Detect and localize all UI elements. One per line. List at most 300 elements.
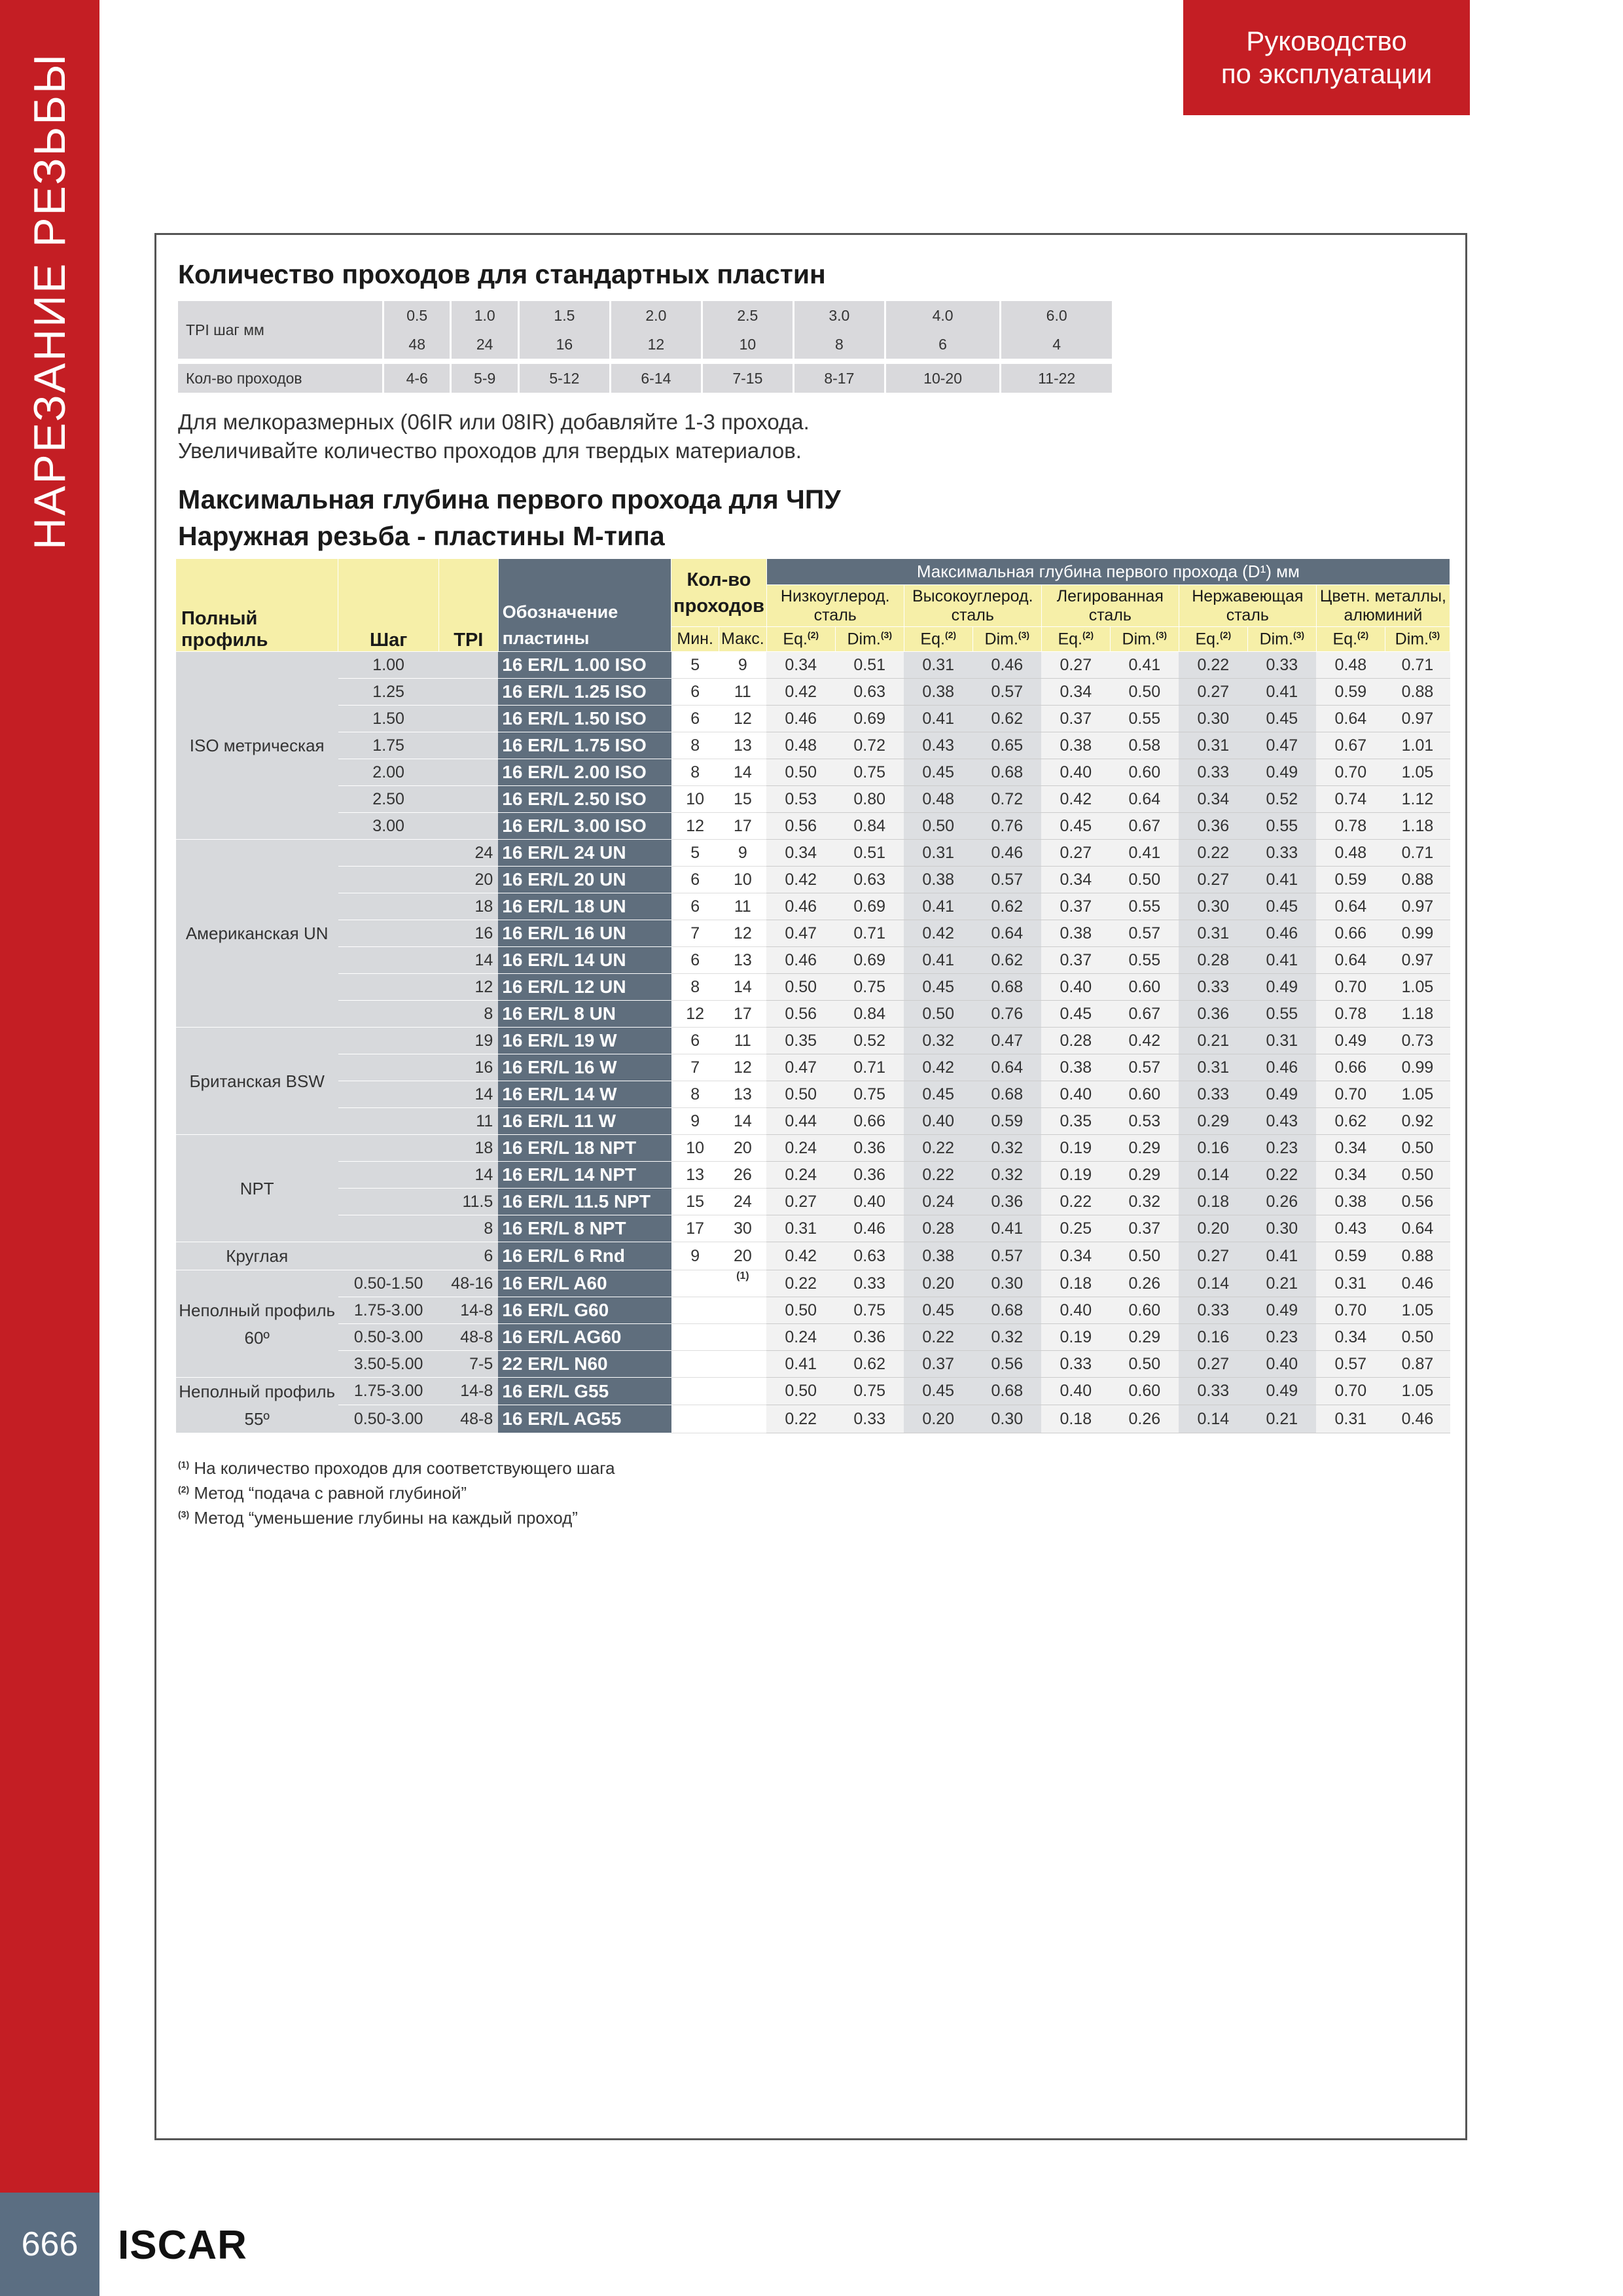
dim-value-cell: 0.60 xyxy=(1110,759,1179,786)
dim-value-cell: 0.68 xyxy=(972,974,1041,1001)
min-passes-cell: 9 xyxy=(671,1242,719,1270)
pitch-cell xyxy=(338,893,438,920)
dim-value-cell: 0.46 xyxy=(972,840,1041,867)
eq-value-cell: 0.50 xyxy=(904,1001,972,1028)
pitch-cell: 1.25 xyxy=(338,679,438,706)
eq-value-cell: 0.27 xyxy=(1041,652,1110,679)
section1-title: Количество проходов для стандартных пластин xyxy=(178,259,826,289)
dim-value-cell: 0.50 xyxy=(1110,1242,1179,1270)
eq-value-cell: 0.38 xyxy=(1041,1054,1110,1081)
table-row xyxy=(176,1001,1450,1028)
min-passes-cell xyxy=(671,1378,719,1405)
sidebar xyxy=(0,0,99,2193)
table-row xyxy=(176,1351,1450,1378)
tpi-cell: 16 xyxy=(438,920,498,947)
pitch-cell xyxy=(338,1215,438,1242)
eq-value-cell: 0.30 xyxy=(1179,893,1247,920)
eq-value-cell: 0.44 xyxy=(766,1108,835,1135)
eq-value-cell: 0.74 xyxy=(1316,786,1385,813)
eq-value-cell: 0.45 xyxy=(904,1297,972,1324)
tpi-cell: 14 xyxy=(438,1162,498,1189)
dim-value-cell: 0.53 xyxy=(1110,1108,1179,1135)
designation-cell: 16 ER/L A60 xyxy=(498,1270,671,1297)
eq-value-cell: 0.27 xyxy=(766,1189,835,1215)
eq-value-cell: 0.21 xyxy=(1179,1028,1247,1054)
eq-value-cell: 0.14 xyxy=(1179,1162,1247,1189)
manual-line2: по эксплуатации xyxy=(1221,58,1433,89)
eq-value-cell: 0.34 xyxy=(1041,1242,1110,1270)
eq-label: Eq. xyxy=(920,630,945,649)
eq-value-cell: 0.40 xyxy=(1041,1081,1110,1108)
eq-value-cell: 0.40 xyxy=(1041,1378,1110,1405)
dim-value-cell: 0.69 xyxy=(835,947,904,974)
min-passes-cell xyxy=(671,1405,719,1433)
tpi-cell: 14-8 xyxy=(438,1297,498,1324)
eq-value-cell: 0.66 xyxy=(1316,1054,1385,1081)
eq-value-cell: 0.45 xyxy=(904,1378,972,1405)
dim-value-cell: 0.88 xyxy=(1385,679,1450,706)
dim-value-cell: 1.05 xyxy=(1385,1378,1450,1405)
designation-cell: 16 ER/L AG55 xyxy=(498,1405,671,1433)
dim-value-cell: 0.49 xyxy=(1247,1378,1316,1405)
table-row xyxy=(176,786,1450,813)
dim-value-cell: 0.29 xyxy=(1110,1324,1179,1351)
tpi-cell: 11 xyxy=(438,1108,498,1135)
eq-value-cell: 0.34 xyxy=(1316,1135,1385,1162)
dim-value-cell: 0.76 xyxy=(972,1001,1041,1028)
eq-value-cell: 0.31 xyxy=(1316,1270,1385,1297)
eq-value-cell: 0.42 xyxy=(766,679,835,706)
eq-value-cell: 0.41 xyxy=(904,706,972,732)
eq-value-cell: 0.45 xyxy=(1041,1001,1110,1028)
pitch-cell: 1.00 xyxy=(338,652,438,679)
designation-cell: 16 ER/L 1.75 ISO xyxy=(498,732,671,759)
eq-value-cell: 0.59 xyxy=(1316,1242,1385,1270)
footnote-ref: (3) xyxy=(880,629,892,640)
dim-value-cell: 0.64 xyxy=(972,920,1041,947)
passes-cell: 5-9 xyxy=(451,364,518,393)
pitch-cell: 2.5 xyxy=(702,301,793,330)
tpi-cell xyxy=(438,813,498,840)
eq-value-cell: 0.22 xyxy=(1041,1189,1110,1215)
dim-value-cell: 0.75 xyxy=(835,759,904,786)
eq-value-cell: 0.14 xyxy=(1179,1405,1247,1433)
min-passes-cell: 10 xyxy=(671,1135,719,1162)
tpi-cell: 7-5 xyxy=(438,1351,498,1378)
table-row xyxy=(176,974,1450,1001)
passes-cell: 11-22 xyxy=(1001,364,1113,393)
table-row xyxy=(176,1215,1450,1242)
min-passes-cell xyxy=(671,1351,719,1378)
dim-value-cell: 0.49 xyxy=(1247,759,1316,786)
eq-value-cell: 0.64 xyxy=(1316,893,1385,920)
dim-value-cell: 0.46 xyxy=(1247,920,1316,947)
pitch-cell xyxy=(338,1135,438,1162)
max-passes-cell: 14 xyxy=(719,1108,767,1135)
eq-value-cell: 0.59 xyxy=(1316,679,1385,706)
pitch-cell xyxy=(338,1108,438,1135)
tpi-cell xyxy=(438,706,498,732)
tpi-cell: 11.5 xyxy=(438,1189,498,1215)
eq-value-cell: 0.45 xyxy=(904,759,972,786)
dim-value-cell: 0.55 xyxy=(1110,893,1179,920)
dim-value-cell: 0.80 xyxy=(835,786,904,813)
dim-value-cell: 0.29 xyxy=(1110,1162,1179,1189)
h-designation xyxy=(498,559,671,652)
passes-cell: 6-14 xyxy=(610,364,702,393)
dim-value-cell: 0.84 xyxy=(835,813,904,840)
dim-value-cell: 0.23 xyxy=(1247,1135,1316,1162)
eq-value-cell: 0.24 xyxy=(904,1189,972,1215)
eq-value-cell: 0.31 xyxy=(1179,732,1247,759)
eq-value-cell: 0.34 xyxy=(766,652,835,679)
tpi-cell: 10 xyxy=(702,330,793,359)
pitch-cell xyxy=(338,840,438,867)
eq-value-cell: 0.45 xyxy=(1041,813,1110,840)
dim-value-cell: 1.01 xyxy=(1385,732,1450,759)
mat-line: Нержавеющая xyxy=(1192,586,1304,605)
max-passes-cell: 26 xyxy=(719,1162,767,1189)
profile-group: Неполный профиль 55º xyxy=(176,1378,338,1433)
footnote-ref: (3) xyxy=(1018,629,1030,640)
h-dim xyxy=(1247,627,1316,652)
eq-value-cell: 0.50 xyxy=(766,759,835,786)
manual-badge xyxy=(1183,0,1470,115)
footnote-ref: (2) xyxy=(1082,629,1094,640)
mat-line: Низкоуглерод. xyxy=(780,586,890,605)
pitch-cell: 1.75 xyxy=(338,732,438,759)
dim-value-cell: 0.47 xyxy=(972,1028,1041,1054)
max-passes-cell: 13 xyxy=(719,732,767,759)
dim-value-cell: 0.55 xyxy=(1247,813,1316,840)
dim-value-cell: 0.29 xyxy=(1110,1135,1179,1162)
h-dim xyxy=(972,627,1041,652)
dim-value-cell: 0.52 xyxy=(835,1028,904,1054)
designation-cell: 16 ER/L 24 UN xyxy=(498,840,671,867)
dim-value-cell: 0.66 xyxy=(835,1108,904,1135)
dim-value-cell: 0.41 xyxy=(1110,840,1179,867)
dim-value-cell: 0.55 xyxy=(1247,1001,1316,1028)
dim-value-cell: 0.33 xyxy=(835,1270,904,1297)
pitch-cell xyxy=(338,1054,438,1081)
eq-value-cell: 0.59 xyxy=(1316,867,1385,893)
mat-line: сталь xyxy=(813,605,857,624)
h-passes-line2: проходов xyxy=(673,595,764,617)
max-passes-cell xyxy=(719,1378,767,1405)
tpi-cell: 14 xyxy=(438,947,498,974)
eq-value-cell: 0.24 xyxy=(766,1324,835,1351)
table-row xyxy=(176,1324,1450,1351)
max-passes-cell: 11 xyxy=(719,1028,767,1054)
eq-value-cell: 0.24 xyxy=(766,1162,835,1189)
pitch-cell: 2.00 xyxy=(338,759,438,786)
table-row xyxy=(176,1135,1450,1162)
dim-value-cell: 0.50 xyxy=(1385,1324,1450,1351)
max-passes-cell: 17 xyxy=(719,1001,767,1028)
footnote-3-text: Метод “уменьшение глубины на каждый проход” xyxy=(194,1508,578,1528)
dim-value-cell: 0.32 xyxy=(972,1135,1041,1162)
pitch-cell: 2.0 xyxy=(610,301,702,330)
h-passes-line1: Кол-во xyxy=(687,569,751,590)
designation-cell: 16 ER/L 8 NPT xyxy=(498,1215,671,1242)
dim-value-cell: 0.52 xyxy=(1247,786,1316,813)
dim-value-cell: 0.75 xyxy=(835,1378,904,1405)
eq-value-cell: 0.34 xyxy=(1316,1162,1385,1189)
eq-value-cell: 0.40 xyxy=(1041,974,1110,1001)
dim-value-cell: 0.62 xyxy=(972,893,1041,920)
tpi-cell: 14 xyxy=(438,1081,498,1108)
pitch-cell: 3.00 xyxy=(338,813,438,840)
dim-value-cell: 0.72 xyxy=(835,732,904,759)
pitch-cell xyxy=(338,1001,438,1028)
pitch-cell: 0.5 xyxy=(383,301,451,330)
pitch-cell: 0.50-3.00 xyxy=(338,1324,438,1351)
min-passes-cell: 6 xyxy=(671,679,719,706)
eq-value-cell: 0.42 xyxy=(1041,786,1110,813)
eq-value-cell: 0.70 xyxy=(1316,974,1385,1001)
eq-value-cell: 0.64 xyxy=(1316,706,1385,732)
eq-value-cell: 0.50 xyxy=(766,1297,835,1324)
eq-value-cell: 0.38 xyxy=(1041,732,1110,759)
mat-line: Высокоуглерод. xyxy=(912,586,1033,605)
eq-value-cell: 0.33 xyxy=(1041,1351,1110,1378)
tpi-cell: 12 xyxy=(438,974,498,1001)
eq-value-cell: 0.18 xyxy=(1179,1189,1247,1215)
footnote-2-text: Метод “подача с равной глубиной” xyxy=(194,1483,467,1503)
eq-value-cell: 0.34 xyxy=(1179,786,1247,813)
eq-value-cell: 0.22 xyxy=(1179,652,1247,679)
tpi-cell: 48-16 xyxy=(438,1270,498,1297)
tpi-cell: 48 xyxy=(383,330,451,359)
tpi-cell: 16 xyxy=(518,330,610,359)
dim-value-cell: 0.71 xyxy=(1385,652,1450,679)
dim-value-cell: 0.50 xyxy=(1110,1351,1179,1378)
dim-value-cell: 0.30 xyxy=(972,1405,1041,1433)
passes-cell: 8-17 xyxy=(793,364,885,393)
min-passes-cell: 6 xyxy=(671,706,719,732)
designation-cell: 16 ER/L 1.25 ISO xyxy=(498,679,671,706)
min-passes-cell: 6 xyxy=(671,867,719,893)
note-1: Для мелкоразмерных (06IR или 08IR) добавляйте 1-3 прохода. xyxy=(178,410,810,434)
dim-value-cell: 0.57 xyxy=(972,1242,1041,1270)
designation-cell: 16 ER/L 11 W xyxy=(498,1108,671,1135)
eq-value-cell: 0.33 xyxy=(1179,974,1247,1001)
dim-value-cell: 0.76 xyxy=(972,813,1041,840)
designation-cell: 16 ER/L 12 UN xyxy=(498,974,671,1001)
table-row xyxy=(176,1162,1450,1189)
dim-value-cell: 0.21 xyxy=(1247,1270,1316,1297)
designation-cell: 22 ER/L N60 xyxy=(498,1351,671,1378)
designation-cell: 16 ER/L 14 NPT xyxy=(498,1162,671,1189)
pitch-cell: 0.50-1.50 xyxy=(338,1270,438,1297)
h-pitch: Шаг xyxy=(338,559,438,652)
profile-group: Круглая xyxy=(176,1242,338,1270)
h-designation-line1: Обозначение xyxy=(502,602,618,622)
eq-value-cell: 0.42 xyxy=(766,867,835,893)
min-passes-cell: 5 xyxy=(671,652,719,679)
eq-value-cell: 0.22 xyxy=(1179,840,1247,867)
eq-value-cell: 0.41 xyxy=(904,947,972,974)
dim-value-cell: 0.33 xyxy=(835,1405,904,1433)
dim-value-cell: 0.41 xyxy=(1247,947,1316,974)
pitch-cell xyxy=(338,867,438,893)
dim-value-cell: 0.62 xyxy=(835,1351,904,1378)
dim-label: Dim. xyxy=(1259,630,1293,649)
sidebar-title: НАРЕЗАНИЕ РЕЗЬБЫ xyxy=(25,52,75,550)
designation-cell: 16 ER/L 2.00 ISO xyxy=(498,759,671,786)
h-dim xyxy=(835,627,904,652)
eq-value-cell: 0.38 xyxy=(1316,1189,1385,1215)
eq-value-cell: 0.38 xyxy=(1041,920,1110,947)
dim-value-cell: 0.49 xyxy=(1247,1081,1316,1108)
dim-value-cell: 0.41 xyxy=(972,1215,1041,1242)
dim-value-cell: 0.73 xyxy=(1385,1028,1450,1054)
designation-cell: 16 ER/L G60 xyxy=(498,1297,671,1324)
dim-value-cell: 0.62 xyxy=(972,706,1041,732)
dim-value-cell: 0.45 xyxy=(1247,893,1316,920)
dim-value-cell: 0.69 xyxy=(835,706,904,732)
eq-value-cell: 0.30 xyxy=(1179,706,1247,732)
min-passes-cell: 8 xyxy=(671,1081,719,1108)
eq-value-cell: 0.35 xyxy=(766,1028,835,1054)
passes-cell: 10-20 xyxy=(885,364,1000,393)
eq-value-cell: 0.66 xyxy=(1316,920,1385,947)
eq-value-cell: 0.38 xyxy=(904,1242,972,1270)
dim-value-cell: 0.30 xyxy=(972,1270,1041,1297)
dim-value-cell: 0.97 xyxy=(1385,706,1450,732)
dim-value-cell: 0.22 xyxy=(1247,1162,1316,1189)
eq-value-cell: 0.27 xyxy=(1179,1351,1247,1378)
tpi-cell xyxy=(438,759,498,786)
table-row xyxy=(176,1081,1450,1108)
tpi-cell: 18 xyxy=(438,1135,498,1162)
max-passes-cell: 12 xyxy=(719,920,767,947)
dim-value-cell: 0.36 xyxy=(835,1135,904,1162)
dim-value-cell: 0.56 xyxy=(1385,1189,1450,1215)
eq-value-cell: 0.31 xyxy=(904,652,972,679)
tpi-cell: 14-8 xyxy=(438,1378,498,1405)
min-passes-cell xyxy=(671,1324,719,1351)
eq-value-cell: 0.31 xyxy=(1179,920,1247,947)
dim-value-cell: 0.64 xyxy=(972,1054,1041,1081)
dim-value-cell: 0.88 xyxy=(1385,867,1450,893)
h-eq xyxy=(904,627,972,652)
dim-value-cell: 0.88 xyxy=(1385,1242,1450,1270)
max-passes-cell: 20 xyxy=(719,1242,767,1270)
tpi-cell xyxy=(438,679,498,706)
footnote-ref: (2) xyxy=(1357,629,1369,640)
dim-value-cell: 0.50 xyxy=(1110,679,1179,706)
h-eq xyxy=(1316,627,1385,652)
eq-value-cell: 0.22 xyxy=(766,1270,835,1297)
eq-value-cell: 0.20 xyxy=(904,1405,972,1433)
h-dim xyxy=(1110,627,1179,652)
designation-cell: 16 ER/L 19 W xyxy=(498,1028,671,1054)
eq-value-cell: 0.43 xyxy=(1316,1215,1385,1242)
eq-value-cell: 0.19 xyxy=(1041,1324,1110,1351)
dim-value-cell: 0.36 xyxy=(835,1162,904,1189)
eq-value-cell: 0.19 xyxy=(1041,1162,1110,1189)
max-passes-cell: (1) xyxy=(719,1270,767,1297)
tpi-cell: 20 xyxy=(438,867,498,893)
pitch-cell: 6.0 xyxy=(1001,301,1113,330)
dim-value-cell: 0.92 xyxy=(1385,1108,1450,1135)
max-passes-cell: 14 xyxy=(719,974,767,1001)
dim-value-cell: 0.60 xyxy=(1110,1081,1179,1108)
pitch-cell: 4.0 xyxy=(885,301,1000,330)
dim-value-cell: 0.49 xyxy=(1247,974,1316,1001)
note-2: Увеличивайте количество проходов для твердых материалов. xyxy=(178,439,802,463)
dim-value-cell: 0.46 xyxy=(1385,1270,1450,1297)
eq-value-cell: 0.33 xyxy=(1179,1378,1247,1405)
table-row xyxy=(176,1028,1450,1054)
dim-value-cell: 0.50 xyxy=(1385,1162,1450,1189)
dim-value-cell: 0.43 xyxy=(1247,1108,1316,1135)
dim-value-cell: 0.60 xyxy=(1110,1297,1179,1324)
table-row xyxy=(176,813,1450,840)
eq-value-cell: 0.48 xyxy=(904,786,972,813)
pitch-cell: 1.50 xyxy=(338,706,438,732)
eq-value-cell: 0.22 xyxy=(766,1405,835,1433)
table-row xyxy=(176,1108,1450,1135)
min-passes-cell: 12 xyxy=(671,1001,719,1028)
dim-value-cell: 0.62 xyxy=(972,947,1041,974)
designation-cell: 16 ER/L AG60 xyxy=(498,1324,671,1351)
dim-value-cell: 0.26 xyxy=(1110,1270,1179,1297)
footnote-2: $^{(2)}$ Метод “подача с равной глубиной” xyxy=(178,1483,467,1503)
h-eq xyxy=(1041,627,1110,652)
eq-value-cell: 0.32 xyxy=(904,1028,972,1054)
tpi-cell: 18 xyxy=(438,893,498,920)
dim-value-cell: 0.59 xyxy=(972,1108,1041,1135)
eq-value-cell: 0.33 xyxy=(1179,1081,1247,1108)
tpi-cell: 24 xyxy=(438,840,498,867)
manual-line1: Руководство xyxy=(1246,26,1407,56)
eq-value-cell: 0.34 xyxy=(1041,867,1110,893)
eq-value-cell: 0.40 xyxy=(1041,1297,1110,1324)
eq-label: Eq. xyxy=(783,630,808,649)
h-material-nonferrous xyxy=(1316,585,1450,627)
eq-value-cell: 0.50 xyxy=(904,813,972,840)
dim-value-cell: 0.45 xyxy=(1247,706,1316,732)
mat-line: Цветн. металлы, xyxy=(1319,586,1446,605)
eq-value-cell: 0.42 xyxy=(904,1054,972,1081)
designation-cell: 16 ER/L 18 UN xyxy=(498,893,671,920)
max-passes-cell: 24 xyxy=(719,1189,767,1215)
h-material-high-carbon xyxy=(904,585,1041,627)
mat-line: Легированная xyxy=(1056,586,1164,605)
dim-value-cell: 0.69 xyxy=(835,893,904,920)
page-number: 666 xyxy=(0,2193,99,2296)
table-row xyxy=(176,1378,1450,1405)
eq-value-cell: 0.24 xyxy=(766,1135,835,1162)
pitch-cell: 1.0 xyxy=(451,301,518,330)
eq-value-cell: 0.29 xyxy=(1179,1108,1247,1135)
dim-value-cell: 0.75 xyxy=(835,974,904,1001)
dim-value-cell: 0.36 xyxy=(972,1189,1041,1215)
table-row xyxy=(176,652,1450,679)
eq-value-cell: 0.40 xyxy=(904,1108,972,1135)
passes-cell: 7-15 xyxy=(702,364,793,393)
dim-label: Dim. xyxy=(984,630,1018,649)
dim-value-cell: 1.05 xyxy=(1385,1081,1450,1108)
dim-value-cell: 1.12 xyxy=(1385,786,1450,813)
dim-label: Dim. xyxy=(1395,630,1429,649)
eq-value-cell: 0.42 xyxy=(766,1242,835,1270)
eq-value-cell: 0.47 xyxy=(766,920,835,947)
tpi-cell: 8 xyxy=(438,1215,498,1242)
profile-group: NPT xyxy=(176,1135,338,1242)
